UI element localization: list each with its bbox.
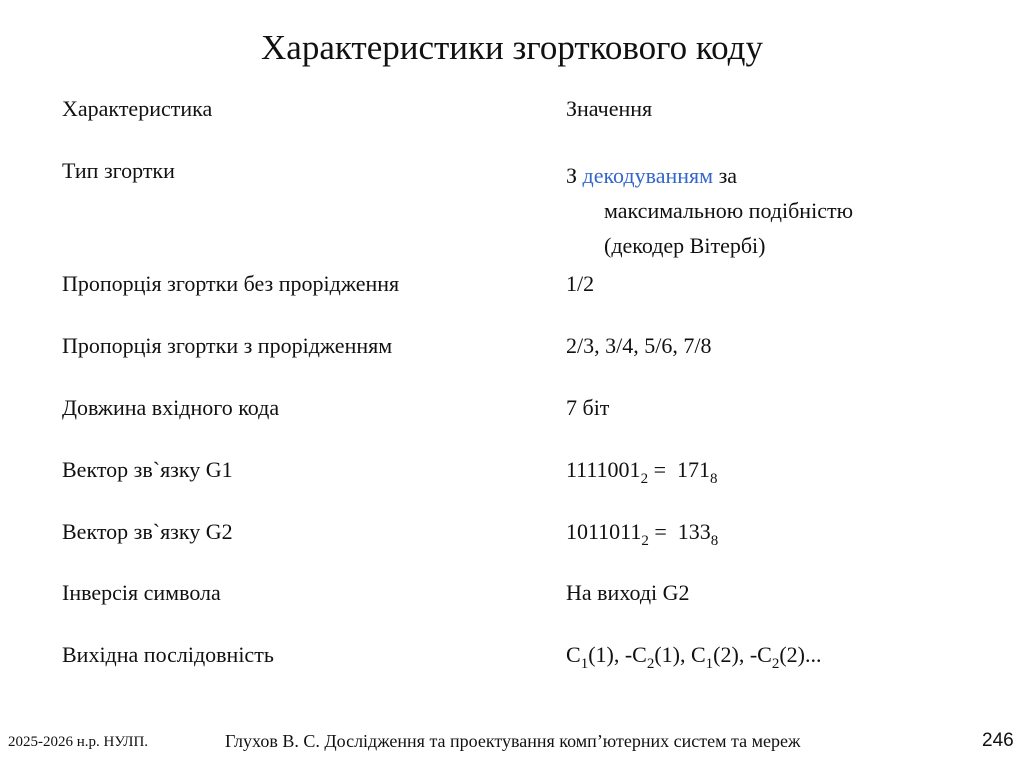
row-value (566, 642, 822, 672)
subscript: 8 (709, 471, 718, 487)
value-text: = (648, 519, 678, 544)
subscript: 8 (710, 533, 719, 549)
footer-author: Глухов В. С. Дослідження та проектування комп’ютерних систем та мереж (225, 731, 801, 751)
value-text: 171 (676, 457, 710, 482)
value-text: = (648, 457, 677, 482)
header-characteristic: Характеристика (62, 96, 213, 121)
row-name: Інверсія символа (62, 580, 221, 605)
row-name: Пропорція згортки без прорідження (62, 271, 400, 296)
row-value (566, 457, 718, 487)
value-text: (2)... (779, 642, 822, 667)
footer-year: 2025-2026 н.р. НУЛП. (8, 734, 149, 750)
row-value (566, 158, 853, 263)
slide-title: Характеристики згорткового коду (261, 28, 763, 67)
subscript: 2 (771, 656, 780, 672)
subscript: 2 (640, 471, 649, 487)
subscript: 2 (641, 533, 649, 549)
row-value: 2/3, 3/4, 5/6, 7/8 (566, 333, 712, 358)
value-text: 1011011 (566, 519, 642, 544)
row-name: Тип згортки (62, 158, 175, 183)
value-text: (1), -C (588, 642, 647, 667)
row-name: Пропорція згортки з прорідженням (62, 333, 393, 358)
row-name: Довжина вхідного кода (62, 395, 280, 420)
row-value (566, 519, 719, 549)
value-text: 1111001 (566, 457, 641, 482)
row-name: Вектор зв`язку G1 (62, 457, 233, 482)
value-text: (1), C (654, 642, 706, 667)
value-text: (2), -C (713, 642, 772, 667)
page-number: 246 (982, 730, 1014, 751)
value-text: за (713, 163, 738, 188)
row-value: 1/2 (566, 271, 595, 296)
row-name: Вектор зв`язку G2 (62, 519, 233, 544)
subscript: 1 (705, 656, 714, 672)
value-text: максимальною подібністю (604, 198, 854, 223)
value-text: З (566, 163, 583, 188)
value-text: (декодер Вітербі) (604, 233, 766, 258)
value-text: C (566, 642, 581, 667)
value-text: 133 (677, 519, 711, 544)
subscript: 1 (580, 656, 589, 672)
subscript: 2 (646, 656, 655, 672)
row-value: 7 біт (566, 395, 610, 420)
row-value: На виході G2 (566, 580, 690, 605)
row-name: Вихідна послідовність (62, 642, 274, 667)
decoding-link[interactable]: декодуванням (582, 163, 714, 188)
header-value: Значення (566, 96, 653, 121)
